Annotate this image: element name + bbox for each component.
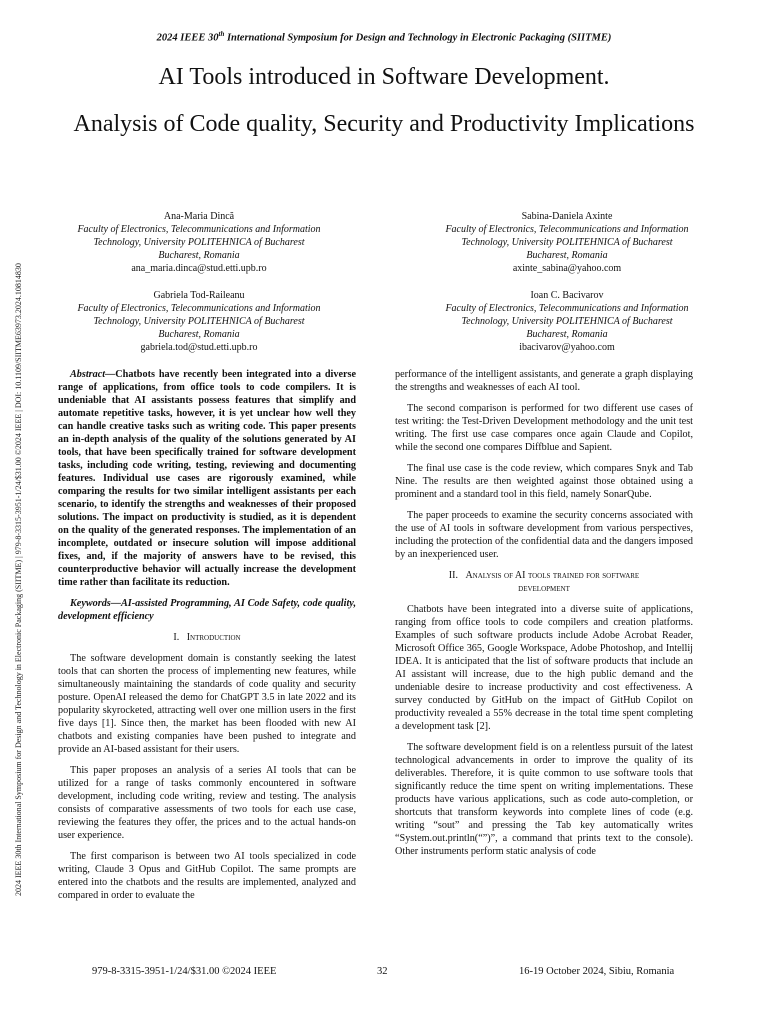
section-2-title-line-1: Analysis of AI tools trained for software [465,570,640,581]
section-1-title: Introduction [186,632,241,643]
keywords [58,597,356,623]
abstract-text: Chatbots have recently been integrated into a diverse range of applications, from office tools to code compilers. It is undeniable that AI assistants possess features that simplify and automate repetitive tasks, however, it is yet unclear how well they can handle creative tasks such as writing code. This paper presents an in-depth analysis of the quality of the solutions generated by AI tools, that have been specifically trained for software development tasks, including code writing, testing, reviewing and documenting features. Individual use cases are rigorously examined, while comparing the results for two similar intelligent assistants per each scenario, to identify the strengths and weaknesses of their proposed solutions. The impact on productivity is studied, as it is dependent on the quality of the generated responses. The implementation of an incomplete, outdated or insecure solution will impose additional fixes, and, if the majority of answers have to be revised, this counterproductive behavior will actually increase the development time rather than facilitate its reduction. [58,369,356,588]
paragraph: The software development domain is constantly seeking the latest tools that can shorten the process of implementing new features, while simultaneously maintaining the standards of code quality and security posture. OpenAI released the demo for ChatGPT 3.5 in late 2022 and its popularity skyrocketed, attracting well over one million users in the first five days [1]. Since then, the market has been flooded with new AI chatbots and existing companies have been pushed to integrate and provide an AI-based assistant for their users. [58,653,356,755]
author-block-4 [417,289,717,354]
author-name: Ioan C. Bacivarov [530,290,604,301]
author-email: ana_maria.dinca@stud.etti.upb.ro [131,263,267,274]
paragraph: This paper proposes an analysis of a series AI tools that can be utilized for a range of tasks commonly encountered in software development, including code writing, review and testing. The analysis consists of comparative assessments of two tools for each use case, reviewing the features they offer, the prices and to the actual hands-on user experience. [58,765,356,841]
paper-title-line-1: AI Tools introduced in Software Development. [158,64,610,90]
section-1-heading [58,631,356,644]
author-name: Ana-Maria Dincă [163,211,235,222]
left-column [58,368,356,938]
right-column [395,368,693,938]
section-1-number: I. [173,632,180,643]
paragraph: The software development field is on a relentless pursuit of the latest technological advancements in order to improve the quality of its deliverables. Therefore, it is quite common to use software tools that significantly reduce the time spent on writing implementations. These products have various applications, such as code auto-completion, or shortcuts that transform keywords into complete lines of code (e.g. writing “sout” and pressing the Tab key automatically writes “System.out.println(“”)”, a command that prints text to the console). Other instruments perform static analysis of code [395,742,693,857]
author-affiliation: Faculty of Electronics, Telecommunications and Information [445,303,689,314]
section-2-title-line-2: development [518,583,570,594]
author-affiliation: Faculty of Electronics, Telecommunications and Information [77,224,321,235]
keywords-label: Keywords— [70,598,121,609]
author-affiliation: Technology, University POLITEHNICA of Bucharest [461,237,673,248]
author-block-1 [49,210,349,275]
keywords-text: AI-assisted Programming, AI Code Safety, code quality, development efficiency [58,598,356,622]
paragraph: Chatbots have been integrated into a diverse suite of applications, ranging from office tools to code compilers and creation platforms. Examples of such software products include Adobe Acrobat Reader, Microsoft Office 365, Google Workspace, Adobe Photoshop, and Intellij IDEA. It is anticipated that the list of software products that include an AI assistant will increase, due to the high public demand and the undeniable desire to increase productivity and cost effectiveness. A survey conducted by GitHub on the impact of GitHub Copilot on productivity revealed a 55% decrease in the total time spent completing a development task [2]. [395,604,693,732]
author-affiliation: Bucharest, Romania [526,329,608,340]
footer-date: 16-19 October 2024, Sibiu, Romania [519,966,675,977]
section-2-heading [395,569,693,595]
author-name: Sabina-Daniela Axinte [521,211,613,222]
author-email: ibacivarov@yahoo.com [519,342,615,353]
conference-sup: th [218,30,225,38]
author-affiliation: Bucharest, Romania [526,250,608,261]
abstract-label: Abstract— [70,369,116,380]
conference-post: International Symposium for Design and Technology in Electronic Packaging (SIITME) [224,32,612,44]
paper-title-line-2: Analysis of Code quality, Security and Productivity Implications [73,111,695,137]
author-affiliation: Technology, University POLITEHNICA of Bucharest [93,316,305,327]
author-block-3 [49,289,349,354]
doi-side-strip [14,128,26,896]
paragraph: The first comparison is between two AI tools specialized in code writing, Claude 3 Opus and GitHub Copilot. The same prompts are entered into the chatbots and the results are implemented, analyzed and compared in order to evaluate the [58,851,356,901]
conference-header [0,30,768,44]
abstract [58,368,356,589]
section-2-number: II. [448,570,458,581]
author-affiliation: Technology, University POLITEHNICA of Bucharest [461,316,673,327]
author-email: gabriela.tod@stud.etti.upb.ro [140,342,258,353]
author-name: Gabriela Tod-Raileanu [153,290,245,301]
paragraph: performance of the intelligent assistants, and generate a graph displaying the strengths and weaknesses of each AI tool. [395,369,693,393]
author-affiliation: Faculty of Electronics, Telecommunications and Information [77,303,321,314]
footer-page-number: 32 [377,966,388,977]
doi-strip-text: 2024 IEEE 30th International Symposium for Design and Technology in Electronic Packaging (SIITME) | 979-8-3315-3951-1/24/$31.00 ©2024 IEEE | DOI: 10.1109/SIITME63973.2024.10814830 [14,263,23,896]
author-affiliation: Faculty of Electronics, Telecommunications and Information [445,224,689,235]
conference-pre: 2024 IEEE 30 [156,32,219,44]
paragraph: The paper proceeds to examine the security concerns associated with the use of AI tools in software development from various perspectives, including the protection of the confidential data and the dangers imposed by an inexperienced user. [395,510,693,560]
paragraph: The second comparison is performed for two different use cases of test writing: the Test-Driven Development methodology and the unit test writing. The first use case compares once again Claude and Copilot, while the second one compares Diffblue and Sapient. [395,403,693,453]
paragraph: The final use case is the code review, which compares Snyk and Tab Nine. The results are then weighted against those obtained using a prominent and a standard tool in this field, namely SonarQube. [395,463,693,500]
author-affiliation: Technology, University POLITEHNICA of Bucharest [93,237,305,248]
footer-isbn: 979-8-3315-3951-1/24/$31.00 ©2024 IEEE [92,966,277,977]
author-affiliation: Bucharest, Romania [158,329,240,340]
author-affiliation: Bucharest, Romania [158,250,240,261]
author-email: axinte_sabina@yahoo.com [512,263,622,274]
author-block-2 [417,210,717,275]
